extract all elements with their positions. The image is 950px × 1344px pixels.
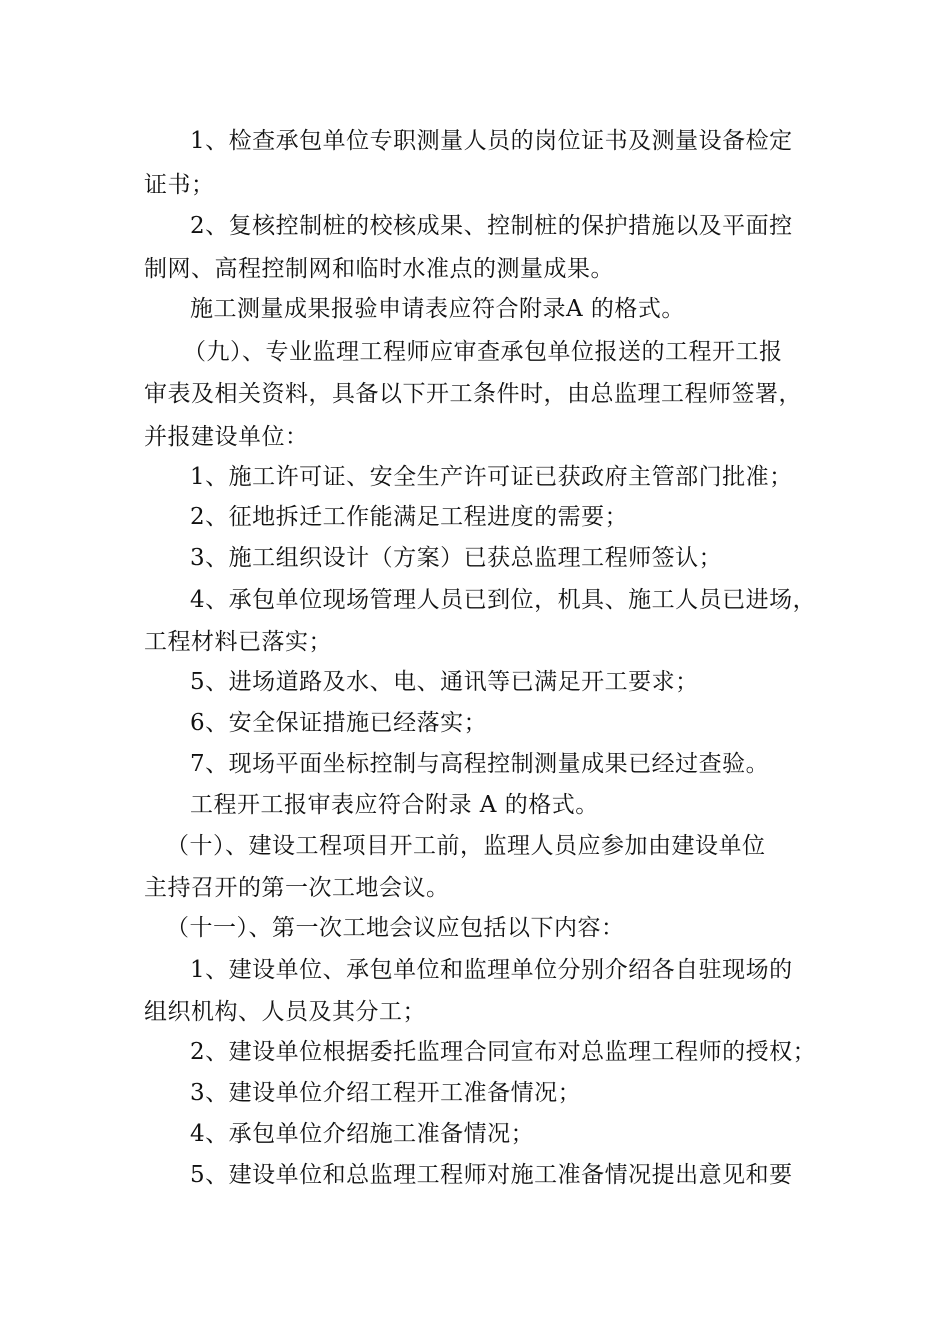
text-line: 并报建设单位： [144, 424, 309, 450]
text-line: （十）、建设工程项目开工前，监理人员应参加由建设单位 [166, 833, 766, 859]
text-line: 5、建设单位和总监理工程师对施工准备情况提出意见和要 [190, 1162, 793, 1188]
text-line: 2、复核控制桩的校核成果、控制桩的保护措施以及平面控 [190, 213, 793, 239]
text-line: 主持召开的第一次工地会议。 [144, 875, 450, 901]
text-line: 1、检查承包单位专职测量人员的岗位证书及测量设备检定 [190, 128, 793, 154]
text-line: 4、承包单位现场管理人员已到位，机具、施工人员已进场， [190, 587, 817, 613]
text-line: 工程开工报审表应符合附录 A 的格式。 [190, 792, 599, 818]
text-line: 1、施工许可证、安全生产许可证已获政府主管部门批准； [190, 464, 793, 490]
text-line: 审表及相关资料，具备以下开工条件时，由总监理工程师签署， [144, 381, 802, 407]
text-line: 工程材料已落实； [144, 629, 332, 655]
text-line: 6、安全保证措施已经落实； [190, 710, 488, 736]
text-line: 制网、高程控制网和临时水准点的测量成果。 [144, 256, 614, 282]
text-line: （九）、专业监理工程师应审查承包单位报送的工程开工报 [183, 339, 783, 365]
text-line: 1、建设单位、承包单位和监理单位分别介绍各自驻现场的 [190, 957, 793, 983]
text-line: 2、征地拆迁工作能满足工程进度的需要； [190, 504, 629, 530]
text-line: 3、建设单位介绍工程开工准备情况； [190, 1080, 582, 1106]
text-line: 施工测量成果报验申请表应符合附录A 的格式。 [190, 296, 685, 322]
text-line: 3、施工组织设计（方案）已获总监理工程师签认； [190, 545, 723, 571]
text-line: （十一）、第一次工地会议应包括以下内容： [166, 915, 625, 941]
text-line: 5、进场道路及水、电、通讯等已满足开工要求； [190, 669, 699, 695]
text-line: 证书； [144, 172, 215, 198]
text-line: 2、建设单位根据委托监理合同宣布对总监理工程师的授权； [190, 1039, 817, 1065]
text-line: 4、承包单位介绍施工准备情况； [190, 1121, 535, 1147]
text-line: 7、现场平面坐标控制与高程控制测量成果已经过查验。 [190, 751, 770, 777]
text-line: 组织机构、人员及其分工； [144, 999, 426, 1025]
